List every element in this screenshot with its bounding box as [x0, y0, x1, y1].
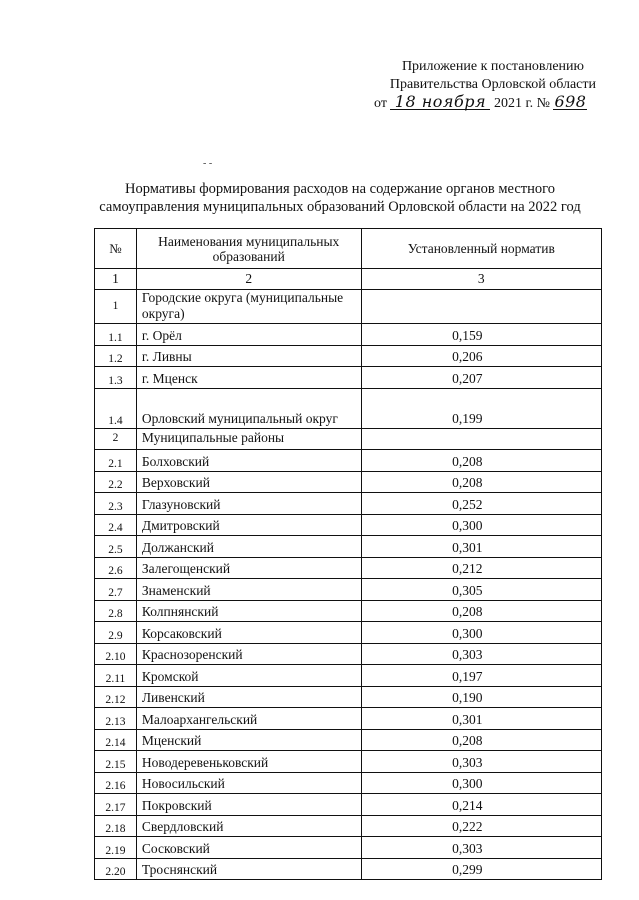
table-section-row [95, 290, 602, 324]
row-municipality-name: г. Ливны [136, 345, 361, 367]
row-number: 2.18 [95, 815, 137, 837]
row-norm-value: 0,222 [361, 815, 601, 837]
row-norm-value: 0,303 [361, 643, 601, 665]
row-norm-value: 0,303 [361, 837, 601, 859]
appendix-date-prefix: от [374, 96, 387, 111]
row-municipality-name: Свердловский [136, 815, 361, 837]
row-municipality-name: Покровский [136, 794, 361, 816]
row-municipality-name: Муниципальные районы [136, 428, 361, 450]
row-municipality-name: Колпнянский [136, 600, 361, 622]
table-row [95, 794, 602, 816]
appendix-line-2: Правительства Орловской области [389, 77, 596, 92]
table-row [95, 557, 602, 579]
row-number: 2.9 [95, 622, 137, 644]
row-number: 2.16 [95, 772, 137, 794]
table-row [95, 367, 602, 389]
row-number: 2.14 [95, 729, 137, 751]
row-municipality-name: Мценский [136, 729, 361, 751]
table-row [95, 388, 602, 428]
row-municipality-name: Новосильский [136, 772, 361, 794]
row-municipality-name: Болховский [136, 450, 361, 472]
row-norm-value: 0,299 [361, 858, 601, 880]
table-row [95, 600, 602, 622]
row-number: 2.4 [95, 514, 137, 536]
row-number: 2.6 [95, 557, 137, 579]
row-norm-value: 0,214 [361, 794, 601, 816]
row-municipality-name: Должанский [136, 536, 361, 558]
row-norm-value: 0,303 [361, 751, 601, 773]
row-municipality-name: Верховский [136, 471, 361, 493]
table-header-row [95, 229, 602, 269]
index-cell-1: 1 [95, 269, 137, 290]
row-municipality-name: Дмитровский [136, 514, 361, 536]
row-municipality-name: Городские округа (муниципальные округа) [136, 290, 361, 324]
table-row [95, 772, 602, 794]
row-number: 2.5 [95, 536, 137, 558]
row-municipality-name: Орловский муниципальный округ [136, 388, 361, 428]
document-title [70, 180, 610, 216]
row-number: 2.20 [95, 858, 137, 880]
row-municipality-name: Сосковский [136, 837, 361, 859]
row-norm-value: 0,301 [361, 708, 601, 730]
row-norm-value [361, 428, 601, 450]
table-index-row [95, 269, 602, 290]
index-cell-2: 2 [136, 269, 361, 290]
table-row [95, 729, 602, 751]
row-norm-value: 0,190 [361, 686, 601, 708]
row-norm-value: 0,212 [361, 557, 601, 579]
row-number: 2.15 [95, 751, 137, 773]
row-number: 1 [95, 290, 137, 324]
row-number: 2.10 [95, 643, 137, 665]
row-number: 2.3 [95, 493, 137, 515]
row-municipality-name: Малоархангельский [136, 708, 361, 730]
table-row [95, 493, 602, 515]
row-norm-value: 0,199 [361, 388, 601, 428]
row-norm-value: 0,207 [361, 367, 601, 389]
row-number: 2.19 [95, 837, 137, 859]
table-row [95, 815, 602, 837]
row-municipality-name: Залегощенский [136, 557, 361, 579]
row-municipality-name: Троснянский [136, 858, 361, 880]
row-number: 2.12 [95, 686, 137, 708]
appendix-header [360, 58, 610, 113]
table-row [95, 708, 602, 730]
row-norm-value: 0,208 [361, 729, 601, 751]
row-number: 1.4 [95, 388, 137, 428]
row-number: 2.8 [95, 600, 137, 622]
appendix-year-number-label: 2021 г. № [493, 96, 550, 111]
row-municipality-name: Ливенский [136, 686, 361, 708]
row-municipality-name: г. Мценск [136, 367, 361, 389]
row-norm-value: 0,197 [361, 665, 601, 687]
row-norm-value: 0,305 [361, 579, 601, 601]
row-municipality-name: Кромской [136, 665, 361, 687]
table-section-row [95, 428, 602, 450]
header-number: № [95, 229, 137, 269]
row-number: 1.3 [95, 367, 137, 389]
table-row [95, 686, 602, 708]
table-row [95, 837, 602, 859]
row-norm-value: 0,208 [361, 471, 601, 493]
table-row [95, 622, 602, 644]
table-row [95, 858, 602, 880]
row-number: 2.17 [95, 794, 137, 816]
row-number: 2.7 [95, 579, 137, 601]
row-number: 2.13 [95, 708, 137, 730]
appendix-line-3 [360, 94, 610, 113]
header-norm: Установленный норматив [361, 229, 601, 269]
handwritten-number: 698 [554, 92, 587, 111]
header-name: Наименования муниципальных образований [136, 229, 361, 269]
row-municipality-name: Новодеревеньковский [136, 751, 361, 773]
table-row [95, 324, 602, 346]
row-municipality-name: Знаменский [136, 579, 361, 601]
row-municipality-name: г. Орёл [136, 324, 361, 346]
row-number: 2.2 [95, 471, 137, 493]
row-number: 2 [95, 428, 137, 450]
table-row [95, 536, 602, 558]
row-norm-value [361, 290, 601, 324]
index-cell-3: 3 [361, 269, 601, 290]
table-row [95, 471, 602, 493]
row-municipality-name: Краснозоренский [136, 643, 361, 665]
row-number: 2.1 [95, 450, 137, 472]
table-row [95, 665, 602, 687]
row-norm-value: 0,206 [361, 345, 601, 367]
row-norm-value: 0,208 [361, 600, 601, 622]
document-title-line-2: самоуправления муниципальных образований Орловской области на 2022 год [99, 199, 581, 215]
row-norm-value: 0,208 [361, 450, 601, 472]
table-row [95, 450, 602, 472]
scan-mark: - - [203, 158, 213, 169]
table-row [95, 514, 602, 536]
document-title-line-1: Нормативы формирования расходов на содержание органов местного [125, 181, 555, 197]
table-row [95, 345, 602, 367]
row-number: 1.1 [95, 324, 137, 346]
row-norm-value: 0,252 [361, 493, 601, 515]
row-number: 1.2 [95, 345, 137, 367]
norms-table [94, 228, 602, 880]
row-municipality-name: Глазуновский [136, 493, 361, 515]
table-row [95, 579, 602, 601]
table-row [95, 643, 602, 665]
row-municipality-name: Корсаковский [136, 622, 361, 644]
appendix-line-1: Приложение к постановлению [401, 59, 584, 74]
row-norm-value: 0,300 [361, 622, 601, 644]
row-norm-value: 0,159 [361, 324, 601, 346]
row-norm-value: 0,300 [361, 514, 601, 536]
row-norm-value: 0,300 [361, 772, 601, 794]
row-number: 2.11 [95, 665, 137, 687]
handwritten-date: 18 ноября [390, 94, 490, 110]
row-norm-value: 0,301 [361, 536, 601, 558]
table-row [95, 751, 602, 773]
